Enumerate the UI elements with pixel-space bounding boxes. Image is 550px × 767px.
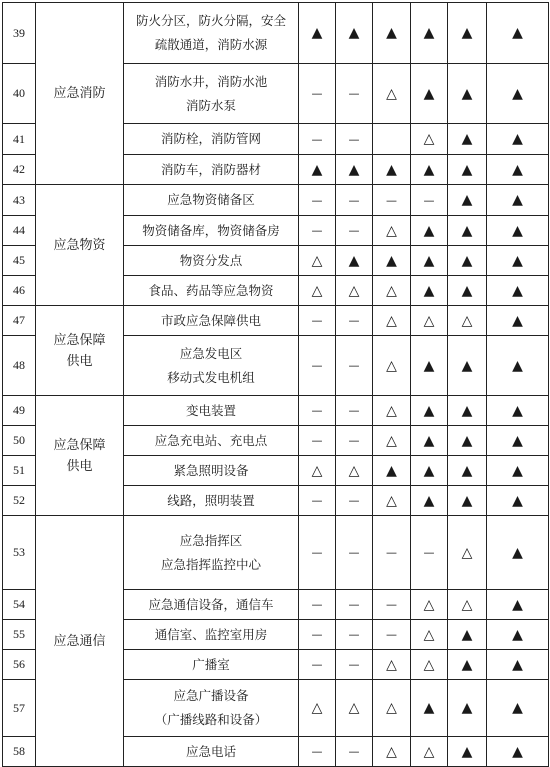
facility-item-label: 应急通信设备，通信车 — [148, 596, 274, 612]
emergency-facility-table — [2, 2, 549, 767]
facility-item-cell — [124, 426, 299, 456]
filled-triangle-mark: ▲ — [448, 185, 487, 216]
row-number: 39 — [3, 3, 36, 64]
category-label: 应急通信 — [53, 633, 106, 649]
filled-triangle-mark: ▲ — [448, 486, 487, 516]
facility-item-label: 通信室、监控室用房 — [154, 626, 268, 642]
category-cell — [36, 396, 124, 516]
dash-mark: — — [336, 650, 373, 680]
filled-triangle-mark: ▲ — [487, 426, 549, 456]
filled-triangle-mark: ▲ — [411, 680, 448, 737]
facility-item-cell — [124, 680, 299, 737]
facility-item-label: 应急广播设备 — [173, 688, 249, 703]
filled-triangle-mark: ▲ — [299, 155, 336, 185]
facility-item-cell — [124, 64, 299, 124]
filled-triangle-mark: ▲ — [487, 456, 549, 486]
facility-item-cell — [124, 185, 299, 216]
dash-mark: — — [373, 620, 411, 650]
facility-item-label: 应急发电区 — [179, 345, 243, 361]
category-label: 应急物资 — [53, 237, 106, 253]
facility-item-label: 线路，照明装置 — [167, 492, 255, 508]
facility-item-label: 市政应急保障供电 — [160, 312, 261, 328]
table-body — [3, 3, 549, 767]
filled-triangle-mark: ▲ — [448, 246, 487, 276]
hollow-triangle-mark: △ — [373, 64, 411, 124]
facility-item-cell — [124, 336, 299, 396]
filled-triangle-mark: ▲ — [448, 737, 487, 767]
row-number: 49 — [3, 396, 36, 426]
hollow-triangle-mark: △ — [411, 306, 448, 336]
filled-triangle-mark: ▲ — [448, 620, 487, 650]
table-row — [3, 3, 549, 64]
category-cell — [36, 3, 124, 185]
hollow-triangle-mark: △ — [299, 456, 336, 486]
dash-mark: — — [336, 516, 373, 590]
filled-triangle-mark: ▲ — [373, 155, 411, 185]
dash-mark: — — [336, 620, 373, 650]
dash-mark: — — [299, 124, 336, 155]
facility-item-cell — [124, 155, 299, 185]
filled-triangle-mark: ▲ — [448, 456, 487, 486]
facility-item-cell — [124, 3, 299, 64]
filled-triangle-mark: ▲ — [448, 680, 487, 737]
filled-triangle-mark: ▲ — [411, 246, 448, 276]
hollow-triangle-mark: △ — [299, 246, 336, 276]
category-label: 供电 — [66, 458, 93, 474]
facility-item-cell — [124, 246, 299, 276]
filled-triangle-mark: ▲ — [448, 155, 487, 185]
filled-triangle-mark: ▲ — [448, 396, 487, 426]
hollow-triangle-mark: △ — [373, 737, 411, 767]
facility-item-label: 变电装置 — [185, 402, 236, 418]
facility-item-cell — [124, 516, 299, 590]
filled-triangle-mark: ▲ — [411, 486, 448, 516]
row-number: 54 — [3, 590, 36, 620]
facility-item-label: 物资储备库，物资储备房 — [142, 222, 280, 238]
dash-mark: — — [336, 486, 373, 516]
dash-mark: — — [411, 185, 448, 216]
filled-triangle-mark: ▲ — [487, 155, 549, 185]
row-number: 45 — [3, 246, 36, 276]
hollow-triangle-mark: △ — [411, 620, 448, 650]
hollow-triangle-mark: △ — [373, 306, 411, 336]
hollow-triangle-mark: △ — [299, 276, 336, 306]
dash-mark: — — [299, 336, 336, 396]
filled-triangle-mark: ▲ — [487, 516, 549, 590]
category-cell — [36, 306, 124, 396]
dash-mark: — — [336, 737, 373, 767]
dash-mark: — — [299, 426, 336, 456]
facility-item-label: 食品、药品等应急物资 — [148, 282, 274, 298]
filled-triangle-mark: ▲ — [487, 336, 549, 396]
filled-triangle-mark: ▲ — [411, 64, 448, 124]
hollow-triangle-mark: △ — [448, 516, 487, 590]
filled-triangle-mark: ▲ — [373, 3, 411, 64]
facility-item-cell — [124, 486, 299, 516]
filled-triangle-mark: ▲ — [487, 737, 549, 767]
row-number: 42 — [3, 155, 36, 185]
filled-triangle-mark: ▲ — [487, 246, 549, 276]
filled-triangle-mark: ▲ — [411, 155, 448, 185]
hollow-triangle-mark: △ — [411, 124, 448, 155]
filled-triangle-mark: ▲ — [487, 650, 549, 680]
table-row — [3, 306, 549, 336]
filled-triangle-mark: ▲ — [448, 650, 487, 680]
filled-triangle-mark: ▲ — [411, 3, 448, 64]
facility-item-label: 消防水泵 — [185, 97, 236, 113]
filled-triangle-mark: ▲ — [448, 276, 487, 306]
category-cell — [36, 516, 124, 767]
category-label: 供电 — [66, 353, 93, 369]
row-number: 48 — [3, 336, 36, 396]
dash-mark: — — [299, 306, 336, 336]
facility-item-label: 消防车，消防器材 — [160, 161, 261, 177]
dash-mark: — — [336, 216, 373, 246]
dash-mark: — — [299, 737, 336, 767]
row-number: 40 — [3, 64, 36, 124]
dash-mark: — — [299, 486, 336, 516]
facility-item-label: 消防栓，消防管网 — [160, 131, 261, 146]
category-label: 应急消防 — [53, 86, 106, 101]
hollow-triangle-mark: △ — [373, 216, 411, 246]
filled-triangle-mark: ▲ — [487, 64, 549, 124]
dash-mark: — — [299, 64, 336, 124]
facility-item-cell — [124, 124, 299, 155]
dash-mark: — — [336, 64, 373, 124]
filled-triangle-mark: ▲ — [487, 306, 549, 336]
hollow-triangle-mark: △ — [373, 486, 411, 516]
dash-mark: — — [336, 396, 373, 426]
row-number: 50 — [3, 426, 36, 456]
row-number: 58 — [3, 737, 36, 767]
hollow-triangle-mark: △ — [373, 276, 411, 306]
category-label: 应急保障 — [53, 437, 106, 453]
hollow-triangle-mark: △ — [336, 456, 373, 486]
filled-triangle-mark: ▲ — [411, 396, 448, 426]
filled-triangle-mark: ▲ — [336, 246, 373, 276]
dash-mark: — — [336, 306, 373, 336]
filled-triangle-mark: ▲ — [411, 456, 448, 486]
facility-item-label: 应急指挥区 — [179, 532, 243, 548]
facility-item-cell — [124, 620, 299, 650]
table-row — [3, 396, 549, 426]
facility-item-label: 广播室 — [192, 656, 230, 672]
dash-mark: — — [299, 396, 336, 426]
dash-mark: — — [299, 590, 336, 620]
row-number: 55 — [3, 620, 36, 650]
facility-item-label: 紧急照明设备 — [173, 462, 249, 478]
row-number: 52 — [3, 486, 36, 516]
dash-mark: — — [336, 426, 373, 456]
row-number: 53 — [3, 516, 36, 590]
row-number: 44 — [3, 216, 36, 246]
filled-triangle-mark: ▲ — [336, 155, 373, 185]
empty-mark — [373, 124, 411, 155]
facility-item-label: 疏散通道，消防水源 — [154, 37, 268, 52]
table-row — [3, 516, 549, 590]
hollow-triangle-mark: △ — [373, 426, 411, 456]
filled-triangle-mark: ▲ — [411, 336, 448, 396]
filled-triangle-mark: ▲ — [373, 456, 411, 486]
filled-triangle-mark: ▲ — [487, 185, 549, 216]
dash-mark: — — [336, 185, 373, 216]
facility-item-cell — [124, 590, 299, 620]
row-number: 43 — [3, 185, 36, 216]
facility-item-cell — [124, 456, 299, 486]
facility-item-label: 应急物资储备区 — [167, 192, 255, 207]
facility-item-label: 防火分区，防火分隔，安全 — [135, 13, 286, 28]
filled-triangle-mark: ▲ — [487, 216, 549, 246]
dash-mark: — — [411, 516, 448, 590]
filled-triangle-mark: ▲ — [487, 680, 549, 737]
facility-item-cell — [124, 396, 299, 426]
row-number: 57 — [3, 680, 36, 737]
hollow-triangle-mark: △ — [411, 650, 448, 680]
filled-triangle-mark: ▲ — [487, 620, 549, 650]
facility-item-label: 物资分发点 — [179, 252, 243, 268]
facility-item-label: 应急指挥监控中心 — [160, 556, 261, 572]
filled-triangle-mark: ▲ — [448, 336, 487, 396]
row-number: 46 — [3, 276, 36, 306]
hollow-triangle-mark: △ — [373, 680, 411, 737]
dash-mark: — — [373, 516, 411, 590]
dash-mark: — — [299, 216, 336, 246]
filled-triangle-mark: ▲ — [448, 216, 487, 246]
facility-item-cell — [124, 276, 299, 306]
category-label: 应急保障 — [53, 332, 106, 348]
hollow-triangle-mark: △ — [336, 680, 373, 737]
dash-mark: — — [373, 590, 411, 620]
filled-triangle-mark: ▲ — [448, 3, 487, 64]
row-number: 56 — [3, 650, 36, 680]
filled-triangle-mark: ▲ — [487, 276, 549, 306]
filled-triangle-mark: ▲ — [299, 3, 336, 64]
filled-triangle-mark: ▲ — [448, 64, 487, 124]
dash-mark: — — [336, 124, 373, 155]
table-row — [3, 185, 549, 216]
dash-mark: — — [336, 336, 373, 396]
facility-item-cell — [124, 216, 299, 246]
hollow-triangle-mark: △ — [448, 306, 487, 336]
facility-item-cell — [124, 737, 299, 767]
facility-item-label: 移动式发电机组 — [167, 369, 255, 385]
hollow-triangle-mark: △ — [299, 680, 336, 737]
filled-triangle-mark: ▲ — [487, 3, 549, 64]
hollow-triangle-mark: △ — [448, 590, 487, 620]
dash-mark: — — [299, 185, 336, 216]
filled-triangle-mark: ▲ — [448, 124, 487, 155]
row-number: 51 — [3, 456, 36, 486]
filled-triangle-mark: ▲ — [487, 396, 549, 426]
filled-triangle-mark: ▲ — [411, 276, 448, 306]
standard-table-wrapper — [2, 2, 549, 767]
filled-triangle-mark: ▲ — [411, 426, 448, 456]
row-number: 47 — [3, 306, 36, 336]
hollow-triangle-mark: △ — [373, 336, 411, 396]
category-cell — [36, 185, 124, 306]
row-number: 41 — [3, 124, 36, 155]
filled-triangle-mark: ▲ — [487, 590, 549, 620]
filled-triangle-mark: ▲ — [487, 486, 549, 516]
facility-item-label: 消防水井，消防水池 — [154, 73, 268, 89]
dash-mark: — — [336, 590, 373, 620]
facility-item-cell — [124, 650, 299, 680]
hollow-triangle-mark: △ — [373, 650, 411, 680]
dash-mark: — — [299, 620, 336, 650]
hollow-triangle-mark: △ — [373, 396, 411, 426]
dash-mark: — — [299, 650, 336, 680]
facility-item-label: 应急电话 — [185, 743, 236, 759]
facility-item-label: （广播线路和设备） — [154, 712, 268, 727]
hollow-triangle-mark: △ — [336, 276, 373, 306]
dash-mark: — — [299, 516, 336, 590]
filled-triangle-mark: ▲ — [411, 216, 448, 246]
dash-mark: — — [373, 185, 411, 216]
filled-triangle-mark: ▲ — [373, 246, 411, 276]
filled-triangle-mark: ▲ — [336, 3, 373, 64]
facility-item-cell — [124, 306, 299, 336]
hollow-triangle-mark: △ — [411, 590, 448, 620]
hollow-triangle-mark: △ — [411, 737, 448, 767]
filled-triangle-mark: ▲ — [448, 426, 487, 456]
facility-item-label: 应急充电站、充电点 — [154, 432, 268, 448]
filled-triangle-mark: ▲ — [487, 124, 549, 155]
